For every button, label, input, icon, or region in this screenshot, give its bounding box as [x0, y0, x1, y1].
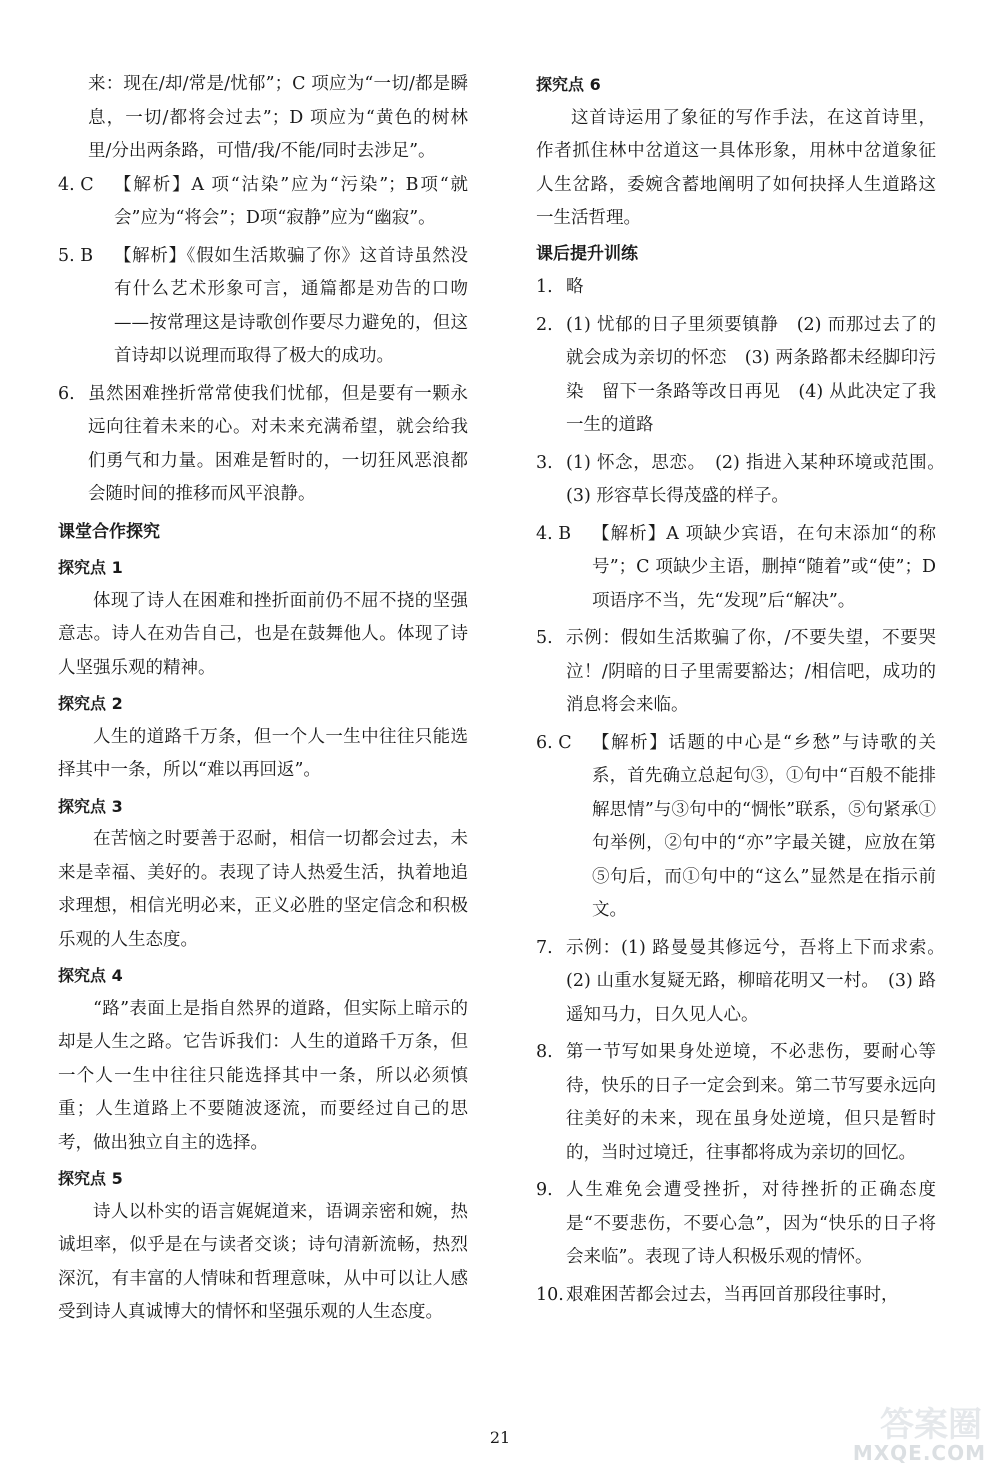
answer-item-4: [536, 518, 936, 619]
point-title: 探究点 1: [58, 558, 123, 577]
answer-number: 4. B: [536, 523, 572, 544]
answer-number: 4. C: [58, 174, 94, 195]
answer-number: 2.: [536, 314, 553, 335]
left-column: [58, 68, 468, 1332]
section-title: 课堂合作探究: [58, 521, 160, 542]
answer-item-1: [536, 271, 936, 305]
watermark-text: MXQE.COM: [852, 1441, 986, 1465]
watermark-logo: 答案圈: [880, 1405, 982, 1445]
answer-text: 第一节写如果身处逆境，不必悲伤，要耐心等待，快乐的日子一定会到来。第二节写要永远向往美好的未来，现在虽身处逆境，但只是暂时的，当时过境迁，往事都将成为亲切的回忆。: [566, 1042, 936, 1163]
answer-number: 10.: [536, 1284, 564, 1305]
answer-number: 8.: [536, 1042, 553, 1062]
answer-item-9: [536, 1174, 936, 1275]
right-column: [536, 68, 954, 1316]
answer-text: (1) 忧郁的日子里须要镇静 (2) 而那过去了的 就会成为亲切的怀恋 (3) 两条路都未经脚印污染 留下一条路等改日再见 (4) 从此决定了我一生的道路: [566, 314, 954, 435]
point-text: 体现了诗人在困难和挫折面前仍不屈不挠的坚强意志。诗人在劝告自己，也是在鼓舞他人。体现了诗人坚强乐观的精神。: [58, 590, 468, 678]
point-text: 诗人以朴实的语言娓娓道来，语调亲密和婉，热诚坦率，似乎是在与读者交谈；诗句清新流畅，热烈深沉，有丰富的人情味和哲理意味，从中可以让人感受到诗人真诚博大的情怀和坚强乐观的人生态度。: [58, 1201, 468, 1322]
answer-item-6: [58, 378, 468, 512]
answer-text: 【解析】《假如生活欺骗了你》这首诗虽然没有什么艺术形象可言，通篇都是劝告的口吻——按常理这是诗歌创作要尽力避免的，但这首诗却以说理而取得了极大的成功。: [114, 245, 468, 366]
point-text: 人生的道路千万条，但一个人一生中往往只能选择其中一条，所以“难以再回返”。: [58, 726, 468, 780]
answer-item-5: [58, 240, 468, 374]
answer-number: 3.: [536, 452, 553, 473]
point-title: 探究点 5: [58, 1169, 123, 1188]
answer-text: 艰难困苦都会过去，当再回首那段往事时，: [566, 1284, 899, 1305]
answer-number: 5. B: [58, 245, 94, 266]
answer-text: 示例：(1) 路曼曼其修远兮，吾将上下而求索。 (2) 山重水复疑无路，柳暗花明又一村。 (3) 路遥知马力，日久见人心。: [566, 937, 954, 1025]
answer-item-6: [536, 727, 936, 928]
point-text: “路”表面上是指自然界的道路，但实际上暗示的却是人生之路。它告诉我们：人生的道路千万条，但一个人一生中往往只能选择其中一条，所以必须慎重；人生道路上不要随波逐流，而要经过自己的思考，做出独立自主的选择。: [58, 998, 468, 1153]
continued-answer: 来：现在/却/常是/忧郁”；C 项应为“一切/都是瞬息，一切/都将会过去”；D 项应为“黄色的树林里/分出两条路，可惜/我/不能/同时去涉足”。: [88, 74, 468, 161]
answer-text: 【解析】话题的中心是“乡愁”与诗歌的关系，首先确立总起句③，①句中“百般不能排解思情”与③句中的“惆怅”联系，⑤句紧承①句举例，②句中的“亦”字最关键，应放在第⑤句后，而①句中的“这么”显然是在指示前文。: [592, 732, 936, 920]
answer-text: 人生难免会遭受挫折，对待挫折的正确态度是“不要悲伤，不要心急”，因为“快乐的日子将会来临”。表现了诗人积极乐观的情怀。: [566, 1180, 936, 1267]
page-number: 21: [489, 1428, 511, 1447]
point-text: 这首诗运用了象征的写作手法，在这首诗里，作者抓住林中岔道这一具体形象，用林中岔道象征人生岔路，委婉含蓄地阐明了如何抉择人生道路这一生活哲理。: [536, 107, 936, 228]
answer-text: 【解析】A 项缺少宾语，在句末添加“的称号”；C 项缺少主语，删掉“随着”或“使”；D 项语序不当，先“发现”后“解决”。: [592, 523, 936, 611]
answer-text: 示例：假如生活欺骗了你，/不要失望，不要哭泣！/阴暗的日子里需要豁达；/相信吧，成功的消息将会来临。: [566, 628, 936, 715]
answer-text: (1) 怀念，思恋。 (2) 指进入某种环境或范围。 (3) 形容草长得茂盛的样子。: [566, 452, 954, 506]
answer-text: 虽然困难挫折常常使我们忧郁，但是要有一颗永远向往着未来的心。对未来充满希望，就会给我们勇气和力量。困难是暂时的，一切狂风恶浪都会随时间的推移而风平浪静。: [88, 383, 468, 504]
answer-item-3: [536, 447, 954, 514]
answer-item-2: [536, 309, 954, 443]
answer-item-8: [536, 1036, 936, 1170]
answer-number: 7.: [536, 937, 553, 958]
answer-text: 略: [566, 277, 584, 297]
point-title: 探究点 2: [58, 694, 123, 713]
point-text: 在苦恼之时要善于忍耐，相信一切都会过去，未来是幸福、美好的。表现了诗人热爱生活，执着地追求理想，相信光明必来，正义必胜的坚定信念和积极乐观的人生态度。: [58, 829, 468, 950]
answer-item-7: [536, 932, 954, 1033]
answer-item-5: [536, 622, 936, 723]
answer-number: 9.: [536, 1180, 553, 1200]
answer-text: 【解析】A 项“沽染”应为“污染”；B项“就会”应为“将会”；D项“寂静”应为“幽寂”。: [114, 174, 468, 228]
watermark: [832, 1397, 992, 1467]
section-title: 课后提升训练: [536, 243, 638, 264]
point-title: 探究点 4: [58, 966, 123, 985]
point-title: 探究点 3: [58, 796, 123, 816]
point-title: 探究点 6: [536, 75, 601, 94]
answer-item-4: [58, 169, 468, 236]
answer-number: 5.: [536, 628, 553, 648]
answer-number: 6. C: [536, 732, 572, 753]
answer-number: 1.: [536, 277, 553, 297]
answer-item-10: [536, 1279, 936, 1313]
answer-number: 6.: [58, 383, 75, 404]
